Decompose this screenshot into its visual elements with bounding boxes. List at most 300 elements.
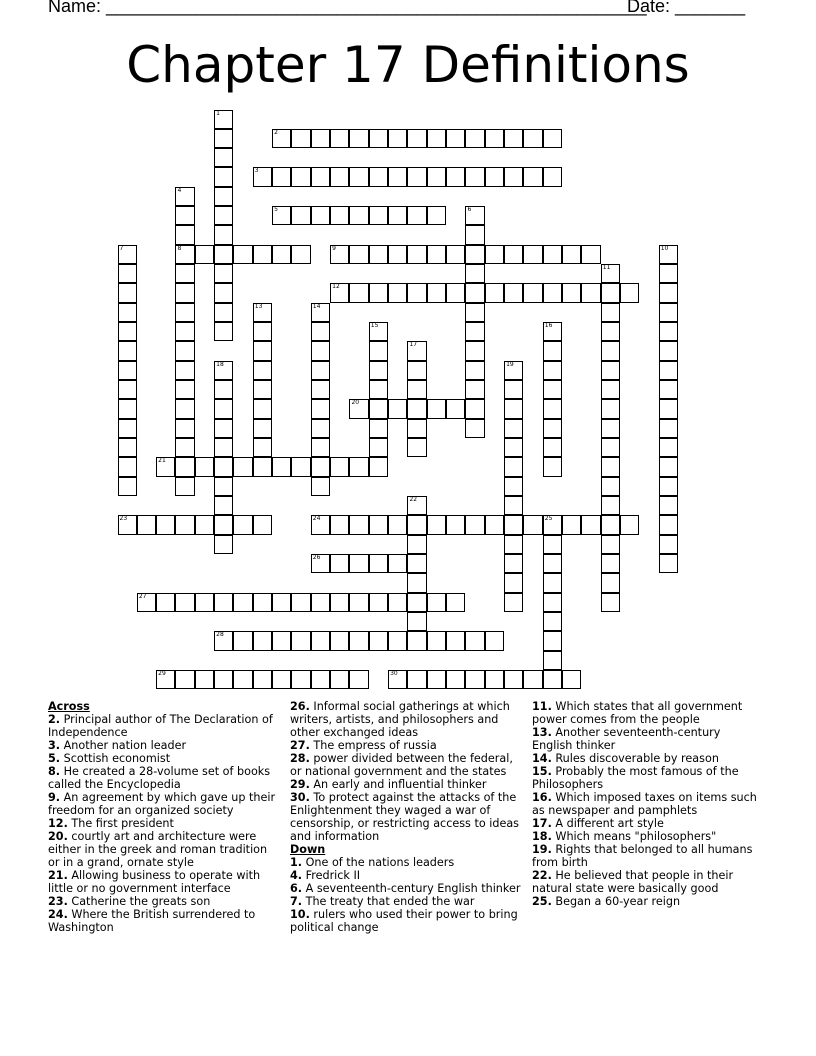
crossword-cell[interactable] bbox=[543, 535, 562, 554]
crossword-cell[interactable] bbox=[349, 399, 368, 418]
crossword-cell[interactable] bbox=[427, 129, 446, 148]
crossword-cell[interactable] bbox=[349, 167, 368, 186]
crossword-cell[interactable] bbox=[330, 631, 349, 650]
crossword-cell[interactable] bbox=[543, 283, 562, 302]
crossword-cell[interactable] bbox=[118, 399, 137, 418]
crossword-cell[interactable] bbox=[291, 457, 310, 476]
crossword-cell[interactable] bbox=[272, 245, 291, 264]
crossword-cell[interactable] bbox=[465, 631, 484, 650]
crossword-cell[interactable] bbox=[118, 380, 137, 399]
crossword-cell[interactable] bbox=[446, 283, 465, 302]
crossword-cell[interactable] bbox=[659, 341, 678, 360]
crossword-cell[interactable] bbox=[504, 515, 523, 534]
crossword-cell[interactable] bbox=[214, 535, 233, 554]
crossword-cell[interactable] bbox=[465, 515, 484, 534]
crossword-cell[interactable] bbox=[427, 631, 446, 650]
crossword-cell[interactable] bbox=[330, 167, 349, 186]
crossword-cell[interactable] bbox=[214, 515, 233, 534]
crossword-cell[interactable] bbox=[659, 399, 678, 418]
crossword-cell[interactable] bbox=[446, 631, 465, 650]
crossword-cell[interactable] bbox=[407, 167, 426, 186]
crossword-cell[interactable] bbox=[214, 206, 233, 225]
crossword-cell[interactable] bbox=[175, 399, 194, 418]
crossword-cell[interactable] bbox=[407, 245, 426, 264]
crossword-cell[interactable] bbox=[369, 554, 388, 573]
crossword-cell[interactable] bbox=[388, 129, 407, 148]
crossword-cell[interactable] bbox=[601, 283, 620, 302]
crossword-cell[interactable] bbox=[504, 361, 523, 380]
crossword-cell[interactable] bbox=[543, 670, 562, 689]
crossword-cell[interactable] bbox=[233, 593, 252, 612]
crossword-cell[interactable] bbox=[369, 129, 388, 148]
crossword-cell[interactable] bbox=[214, 438, 233, 457]
crossword-cell[interactable] bbox=[427, 399, 446, 418]
crossword-cell[interactable] bbox=[504, 670, 523, 689]
crossword-cell[interactable] bbox=[175, 341, 194, 360]
crossword-cell[interactable] bbox=[175, 283, 194, 302]
crossword-cell[interactable] bbox=[388, 245, 407, 264]
crossword-cell[interactable] bbox=[311, 631, 330, 650]
crossword-cell[interactable] bbox=[369, 322, 388, 341]
crossword-cell[interactable] bbox=[311, 167, 330, 186]
crossword-cell[interactable] bbox=[233, 245, 252, 264]
crossword-cell[interactable] bbox=[330, 283, 349, 302]
crossword-cell[interactable] bbox=[272, 129, 291, 148]
crossword-cell[interactable] bbox=[659, 303, 678, 322]
crossword-cell[interactable] bbox=[291, 593, 310, 612]
crossword-cell[interactable] bbox=[349, 283, 368, 302]
crossword-cell[interactable] bbox=[601, 419, 620, 438]
crossword-cell[interactable] bbox=[311, 129, 330, 148]
crossword-cell[interactable] bbox=[659, 535, 678, 554]
crossword-cell[interactable] bbox=[601, 535, 620, 554]
crossword-cell[interactable] bbox=[388, 515, 407, 534]
crossword-cell[interactable] bbox=[349, 245, 368, 264]
crossword-cell[interactable] bbox=[330, 245, 349, 264]
crossword-cell[interactable] bbox=[233, 670, 252, 689]
crossword-cell[interactable] bbox=[465, 206, 484, 225]
crossword-cell[interactable] bbox=[407, 399, 426, 418]
crossword-cell[interactable] bbox=[253, 167, 272, 186]
crossword-cell[interactable] bbox=[601, 554, 620, 573]
crossword-cell[interactable] bbox=[253, 341, 272, 360]
crossword-cell[interactable] bbox=[311, 438, 330, 457]
crossword-cell[interactable] bbox=[272, 670, 291, 689]
crossword-cell[interactable] bbox=[388, 206, 407, 225]
crossword-cell[interactable] bbox=[504, 535, 523, 554]
crossword-cell[interactable] bbox=[620, 515, 639, 534]
crossword-cell[interactable] bbox=[659, 264, 678, 283]
crossword-cell[interactable] bbox=[214, 264, 233, 283]
crossword-cell[interactable] bbox=[504, 129, 523, 148]
crossword-cell[interactable] bbox=[601, 399, 620, 418]
crossword-cell[interactable] bbox=[543, 245, 562, 264]
crossword-cell[interactable] bbox=[311, 670, 330, 689]
crossword-cell[interactable] bbox=[214, 670, 233, 689]
crossword-cell[interactable] bbox=[465, 283, 484, 302]
crossword-cell[interactable] bbox=[253, 380, 272, 399]
crossword-cell[interactable] bbox=[369, 631, 388, 650]
crossword-cell[interactable] bbox=[407, 631, 426, 650]
crossword-cell[interactable] bbox=[388, 670, 407, 689]
crossword-cell[interactable] bbox=[427, 245, 446, 264]
crossword-cell[interactable] bbox=[388, 631, 407, 650]
crossword-cell[interactable] bbox=[659, 477, 678, 496]
crossword-cell[interactable] bbox=[581, 515, 600, 534]
crossword-cell[interactable] bbox=[214, 148, 233, 167]
crossword-cell[interactable] bbox=[118, 419, 137, 438]
crossword-cell[interactable] bbox=[543, 457, 562, 476]
crossword-cell[interactable] bbox=[407, 612, 426, 631]
crossword-cell[interactable] bbox=[175, 457, 194, 476]
crossword-cell[interactable] bbox=[291, 206, 310, 225]
crossword-cell[interactable] bbox=[311, 593, 330, 612]
crossword-cell[interactable] bbox=[543, 399, 562, 418]
crossword-cell[interactable] bbox=[465, 303, 484, 322]
crossword-cell[interactable] bbox=[118, 322, 137, 341]
crossword-cell[interactable] bbox=[601, 477, 620, 496]
crossword-cell[interactable] bbox=[137, 593, 156, 612]
crossword-cell[interactable] bbox=[175, 245, 194, 264]
crossword-cell[interactable] bbox=[369, 283, 388, 302]
crossword-cell[interactable] bbox=[349, 593, 368, 612]
crossword-cell[interactable] bbox=[504, 496, 523, 515]
crossword-cell[interactable] bbox=[175, 303, 194, 322]
crossword-cell[interactable] bbox=[581, 245, 600, 264]
crossword-cell[interactable] bbox=[446, 245, 465, 264]
crossword-cell[interactable] bbox=[407, 496, 426, 515]
crossword-cell[interactable] bbox=[485, 283, 504, 302]
crossword-cell[interactable] bbox=[446, 129, 465, 148]
crossword-cell[interactable] bbox=[562, 245, 581, 264]
crossword-cell[interactable] bbox=[504, 419, 523, 438]
crossword-cell[interactable] bbox=[233, 631, 252, 650]
crossword-cell[interactable] bbox=[543, 419, 562, 438]
crossword-cell[interactable] bbox=[156, 457, 175, 476]
crossword-cell[interactable] bbox=[175, 225, 194, 244]
crossword-cell[interactable] bbox=[659, 457, 678, 476]
crossword-cell[interactable] bbox=[253, 631, 272, 650]
crossword-cell[interactable] bbox=[175, 380, 194, 399]
crossword-cell[interactable] bbox=[118, 438, 137, 457]
crossword-cell[interactable] bbox=[465, 167, 484, 186]
crossword-cell[interactable] bbox=[601, 303, 620, 322]
crossword-cell[interactable] bbox=[407, 129, 426, 148]
crossword-cell[interactable] bbox=[581, 283, 600, 302]
crossword-cell[interactable] bbox=[118, 477, 137, 496]
crossword-cell[interactable] bbox=[659, 496, 678, 515]
crossword-cell[interactable] bbox=[465, 419, 484, 438]
crossword-cell[interactable] bbox=[407, 593, 426, 612]
crossword-cell[interactable] bbox=[195, 515, 214, 534]
crossword-cell[interactable] bbox=[272, 593, 291, 612]
crossword-cell[interactable] bbox=[485, 631, 504, 650]
crossword-cell[interactable] bbox=[504, 380, 523, 399]
crossword-cell[interactable] bbox=[349, 129, 368, 148]
crossword-cell[interactable] bbox=[388, 554, 407, 573]
crossword-cell[interactable] bbox=[253, 245, 272, 264]
crossword-cell[interactable] bbox=[311, 554, 330, 573]
crossword-cell[interactable] bbox=[659, 380, 678, 399]
crossword-cell[interactable] bbox=[601, 457, 620, 476]
crossword-cell[interactable] bbox=[369, 361, 388, 380]
crossword-cell[interactable] bbox=[214, 593, 233, 612]
crossword-cell[interactable] bbox=[465, 380, 484, 399]
crossword-cell[interactable] bbox=[601, 341, 620, 360]
crossword-cell[interactable] bbox=[659, 554, 678, 573]
crossword-cell[interactable] bbox=[504, 245, 523, 264]
crossword-cell[interactable] bbox=[118, 515, 137, 534]
crossword-cell[interactable] bbox=[291, 670, 310, 689]
crossword-cell[interactable] bbox=[446, 399, 465, 418]
crossword-cell[interactable] bbox=[523, 515, 542, 534]
crossword-cell[interactable] bbox=[659, 438, 678, 457]
crossword-cell[interactable] bbox=[543, 593, 562, 612]
crossword-cell[interactable] bbox=[330, 554, 349, 573]
crossword-cell[interactable] bbox=[175, 670, 194, 689]
crossword-cell[interactable] bbox=[485, 670, 504, 689]
crossword-cell[interactable] bbox=[427, 206, 446, 225]
crossword-cell[interactable] bbox=[291, 167, 310, 186]
crossword-cell[interactable] bbox=[349, 206, 368, 225]
crossword-cell[interactable] bbox=[543, 167, 562, 186]
crossword-cell[interactable] bbox=[369, 341, 388, 360]
crossword-cell[interactable] bbox=[562, 670, 581, 689]
crossword-cell[interactable] bbox=[427, 593, 446, 612]
crossword-cell[interactable] bbox=[601, 361, 620, 380]
crossword-cell[interactable] bbox=[195, 457, 214, 476]
crossword-cell[interactable] bbox=[369, 167, 388, 186]
crossword-cell[interactable] bbox=[504, 438, 523, 457]
crossword-cell[interactable] bbox=[369, 380, 388, 399]
crossword-cell[interactable] bbox=[504, 573, 523, 592]
crossword-cell[interactable] bbox=[175, 361, 194, 380]
crossword-cell[interactable] bbox=[214, 129, 233, 148]
crossword-cell[interactable] bbox=[195, 593, 214, 612]
crossword-cell[interactable] bbox=[659, 245, 678, 264]
crossword-cell[interactable] bbox=[369, 593, 388, 612]
crossword-cell[interactable] bbox=[175, 206, 194, 225]
crossword-cell[interactable] bbox=[465, 399, 484, 418]
crossword-cell[interactable] bbox=[504, 399, 523, 418]
crossword-cell[interactable] bbox=[291, 129, 310, 148]
crossword-cell[interactable] bbox=[349, 631, 368, 650]
crossword-cell[interactable] bbox=[388, 283, 407, 302]
crossword-cell[interactable] bbox=[311, 322, 330, 341]
crossword-cell[interactable] bbox=[620, 283, 639, 302]
crossword-cell[interactable] bbox=[543, 554, 562, 573]
crossword-cell[interactable] bbox=[543, 341, 562, 360]
crossword-cell[interactable] bbox=[214, 477, 233, 496]
crossword-cell[interactable] bbox=[253, 361, 272, 380]
crossword-cell[interactable] bbox=[156, 593, 175, 612]
crossword-cell[interactable] bbox=[407, 341, 426, 360]
crossword-cell[interactable] bbox=[601, 322, 620, 341]
crossword-cell[interactable] bbox=[427, 283, 446, 302]
crossword-cell[interactable] bbox=[485, 167, 504, 186]
crossword-cell[interactable] bbox=[253, 399, 272, 418]
crossword-cell[interactable] bbox=[118, 264, 137, 283]
crossword-cell[interactable] bbox=[253, 457, 272, 476]
crossword-cell[interactable] bbox=[253, 322, 272, 341]
crossword-cell[interactable] bbox=[311, 361, 330, 380]
crossword-cell[interactable] bbox=[233, 515, 252, 534]
crossword-cell[interactable] bbox=[659, 283, 678, 302]
crossword-cell[interactable] bbox=[369, 206, 388, 225]
crossword-cell[interactable] bbox=[175, 322, 194, 341]
crossword-cell[interactable] bbox=[465, 225, 484, 244]
crossword-cell[interactable] bbox=[543, 612, 562, 631]
crossword-cell[interactable] bbox=[407, 670, 426, 689]
crossword-cell[interactable] bbox=[446, 593, 465, 612]
crossword-cell[interactable] bbox=[523, 129, 542, 148]
crossword-cell[interactable] bbox=[291, 245, 310, 264]
crossword-cell[interactable] bbox=[175, 187, 194, 206]
crossword-cell[interactable] bbox=[175, 438, 194, 457]
crossword-cell[interactable] bbox=[311, 399, 330, 418]
crossword-cell[interactable] bbox=[214, 419, 233, 438]
crossword-cell[interactable] bbox=[311, 303, 330, 322]
crossword-cell[interactable] bbox=[562, 283, 581, 302]
crossword-cell[interactable] bbox=[233, 457, 252, 476]
crossword-cell[interactable] bbox=[311, 477, 330, 496]
crossword-cell[interactable] bbox=[504, 554, 523, 573]
crossword-cell[interactable] bbox=[214, 245, 233, 264]
crossword-cell[interactable] bbox=[465, 341, 484, 360]
crossword-cell[interactable] bbox=[175, 264, 194, 283]
crossword-cell[interactable] bbox=[369, 438, 388, 457]
crossword-cell[interactable] bbox=[465, 245, 484, 264]
crossword-cell[interactable] bbox=[543, 651, 562, 670]
crossword-cell[interactable] bbox=[118, 341, 137, 360]
crossword-cell[interactable] bbox=[330, 593, 349, 612]
crossword-cell[interactable] bbox=[543, 322, 562, 341]
crossword-cell[interactable] bbox=[214, 457, 233, 476]
crossword-cell[interactable] bbox=[485, 245, 504, 264]
crossword-cell[interactable] bbox=[118, 303, 137, 322]
crossword-cell[interactable] bbox=[291, 631, 310, 650]
crossword-cell[interactable] bbox=[504, 477, 523, 496]
crossword-cell[interactable] bbox=[388, 593, 407, 612]
crossword-cell[interactable] bbox=[407, 283, 426, 302]
crossword-cell[interactable] bbox=[562, 515, 581, 534]
crossword-cell[interactable] bbox=[543, 515, 562, 534]
crossword-cell[interactable] bbox=[369, 245, 388, 264]
crossword-cell[interactable] bbox=[214, 322, 233, 341]
crossword-cell[interactable] bbox=[253, 670, 272, 689]
crossword-cell[interactable] bbox=[272, 206, 291, 225]
crossword-cell[interactable] bbox=[330, 515, 349, 534]
crossword-cell[interactable] bbox=[465, 264, 484, 283]
crossword-cell[interactable] bbox=[446, 515, 465, 534]
crossword-cell[interactable] bbox=[407, 573, 426, 592]
crossword-cell[interactable] bbox=[407, 380, 426, 399]
crossword-cell[interactable] bbox=[214, 225, 233, 244]
crossword-cell[interactable] bbox=[543, 631, 562, 650]
crossword-cell[interactable] bbox=[369, 457, 388, 476]
crossword-cell[interactable] bbox=[543, 380, 562, 399]
crossword-cell[interactable] bbox=[659, 419, 678, 438]
crossword-cell[interactable] bbox=[253, 419, 272, 438]
crossword-cell[interactable] bbox=[427, 515, 446, 534]
crossword-cell[interactable] bbox=[272, 167, 291, 186]
crossword-cell[interactable] bbox=[118, 283, 137, 302]
crossword-cell[interactable] bbox=[137, 515, 156, 534]
crossword-cell[interactable] bbox=[504, 283, 523, 302]
crossword-cell[interactable] bbox=[601, 515, 620, 534]
crossword-cell[interactable] bbox=[195, 245, 214, 264]
crossword-cell[interactable] bbox=[601, 380, 620, 399]
crossword-cell[interactable] bbox=[156, 515, 175, 534]
crossword-cell[interactable] bbox=[485, 515, 504, 534]
crossword-cell[interactable] bbox=[446, 167, 465, 186]
crossword-cell[interactable] bbox=[407, 438, 426, 457]
crossword-cell[interactable] bbox=[214, 283, 233, 302]
crossword-cell[interactable] bbox=[523, 670, 542, 689]
crossword-cell[interactable] bbox=[465, 322, 484, 341]
crossword-cell[interactable] bbox=[272, 631, 291, 650]
crossword-cell[interactable] bbox=[253, 593, 272, 612]
crossword-cell[interactable] bbox=[349, 670, 368, 689]
crossword-cell[interactable] bbox=[465, 129, 484, 148]
crossword-cell[interactable] bbox=[407, 535, 426, 554]
crossword-cell[interactable] bbox=[369, 399, 388, 418]
crossword-cell[interactable] bbox=[659, 515, 678, 534]
crossword-cell[interactable] bbox=[330, 457, 349, 476]
crossword-cell[interactable] bbox=[504, 167, 523, 186]
crossword-cell[interactable] bbox=[485, 129, 504, 148]
crossword-cell[interactable] bbox=[214, 496, 233, 515]
crossword-cell[interactable] bbox=[349, 554, 368, 573]
crossword-cell[interactable] bbox=[175, 593, 194, 612]
crossword-cell[interactable] bbox=[214, 380, 233, 399]
crossword-cell[interactable] bbox=[523, 167, 542, 186]
crossword-cell[interactable] bbox=[311, 341, 330, 360]
crossword-cell[interactable] bbox=[156, 670, 175, 689]
crossword-cell[interactable] bbox=[311, 457, 330, 476]
crossword-cell[interactable] bbox=[330, 670, 349, 689]
crossword-cell[interactable] bbox=[504, 593, 523, 612]
crossword-cell[interactable] bbox=[311, 419, 330, 438]
crossword-cell[interactable] bbox=[523, 245, 542, 264]
crossword-cell[interactable] bbox=[118, 457, 137, 476]
crossword-cell[interactable] bbox=[465, 361, 484, 380]
crossword-cell[interactable] bbox=[543, 361, 562, 380]
crossword-cell[interactable] bbox=[388, 399, 407, 418]
crossword-cell[interactable] bbox=[311, 380, 330, 399]
crossword-cell[interactable] bbox=[214, 303, 233, 322]
crossword-cell[interactable] bbox=[214, 167, 233, 186]
crossword-cell[interactable] bbox=[369, 515, 388, 534]
crossword-cell[interactable] bbox=[349, 457, 368, 476]
crossword-cell[interactable] bbox=[543, 129, 562, 148]
crossword-cell[interactable] bbox=[407, 515, 426, 534]
crossword-cell[interactable] bbox=[311, 515, 330, 534]
crossword-cell[interactable] bbox=[601, 438, 620, 457]
crossword-cell[interactable] bbox=[349, 515, 368, 534]
crossword-cell[interactable] bbox=[214, 399, 233, 418]
crossword-cell[interactable] bbox=[427, 167, 446, 186]
crossword-cell[interactable] bbox=[446, 670, 465, 689]
crossword-cell[interactable] bbox=[253, 515, 272, 534]
crossword-cell[interactable] bbox=[175, 515, 194, 534]
crossword-cell[interactable] bbox=[659, 361, 678, 380]
crossword-cell[interactable] bbox=[118, 245, 137, 264]
crossword-cell[interactable] bbox=[214, 110, 233, 129]
crossword-cell[interactable] bbox=[175, 419, 194, 438]
crossword-cell[interactable] bbox=[504, 457, 523, 476]
crossword-cell[interactable] bbox=[214, 361, 233, 380]
